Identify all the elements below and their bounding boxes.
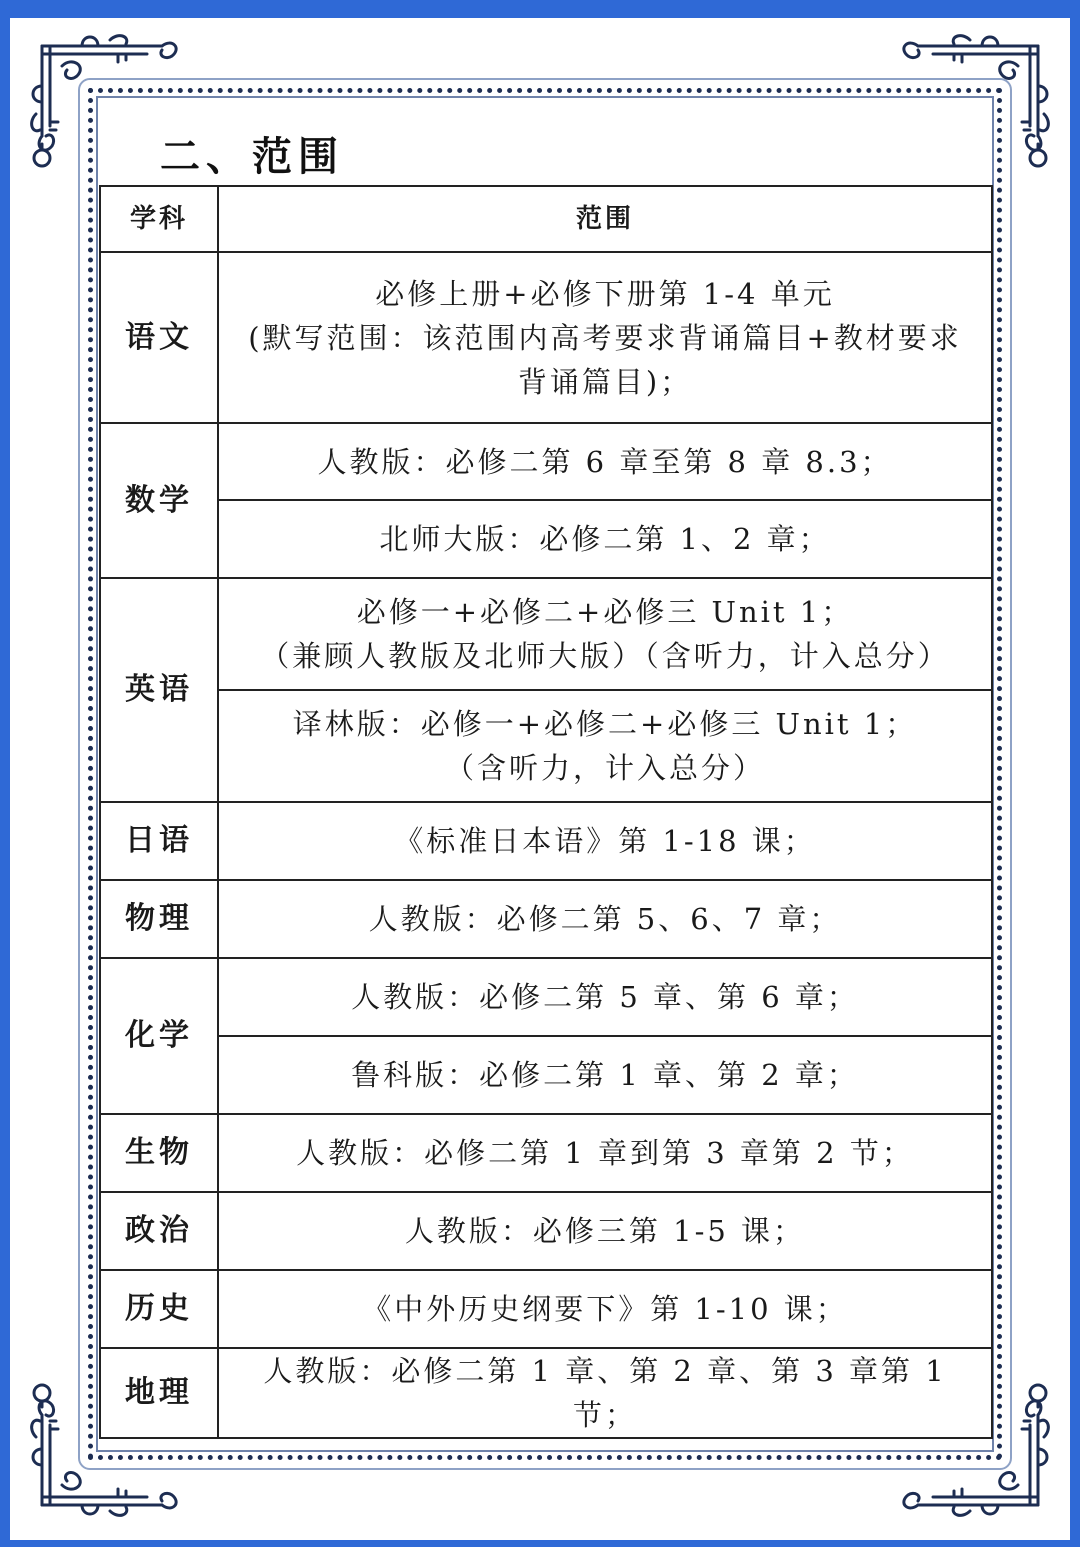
scope-cell: 人教版：必修二第 5 章、第 6 章； — [218, 958, 992, 1036]
scope-cell: 《标准日本语》第 1-18 课； — [218, 802, 992, 880]
header-subject: 学科 — [100, 186, 218, 252]
table-row — [100, 578, 992, 690]
header-scope: 范围 — [218, 186, 992, 252]
table-row — [100, 690, 992, 802]
scope-cell: 鲁科版：必修二第 1 章、第 2 章； — [218, 1036, 992, 1114]
table-row — [100, 880, 992, 958]
table-row — [100, 958, 992, 1036]
scope-cell: 《中外历史纲要下》第 1-10 课； — [218, 1270, 992, 1348]
scope-cell: 人教版：必修二第 6 章至第 8 章 8.3； — [218, 423, 992, 500]
scope-line: 必修一+必修二+必修三 Unit 1； — [356, 595, 854, 629]
table-row — [100, 1270, 992, 1348]
table-header-row — [100, 186, 992, 252]
scope-cell — [218, 578, 992, 690]
section-title: 二、范围 — [160, 133, 344, 180]
scope-line: (默写范围：该范围内高考要求背诵篇目+教材要求 — [248, 320, 962, 355]
scope-line: 背诵篇目)； — [517, 364, 693, 399]
subject-cell: 物理 — [100, 880, 218, 958]
subject-cell: 日语 — [100, 802, 218, 880]
table-row — [100, 1348, 992, 1438]
subject-cell: 化学 — [100, 958, 218, 1114]
scope-cell: 人教版：必修二第 1 章到第 3 章第 2 节； — [218, 1114, 992, 1192]
table-row — [100, 802, 992, 880]
scope-cell: 北师大版：必修二第 1、2 章； — [218, 500, 992, 578]
table-row — [100, 1192, 992, 1270]
table-row — [100, 252, 992, 423]
scope-line: （兼顾人教版及北师大版）（含听力，计入总分） — [260, 639, 950, 673]
subject-cell: 英语 — [100, 578, 218, 802]
subject-cell: 政治 — [100, 1192, 218, 1270]
scope-cell: 人教版：必修三第 1-5 课； — [218, 1192, 992, 1270]
scope-line: 译林版：必修一+必修二+必修三 Unit 1； — [292, 707, 918, 741]
subject-cell: 生物 — [100, 1114, 218, 1192]
table-row — [100, 500, 992, 578]
scope-table — [99, 185, 993, 1439]
scope-cell: 人教版：必修二第 5、6、7 章； — [218, 880, 992, 958]
subject-cell: 数学 — [100, 423, 218, 578]
table-row — [100, 423, 992, 500]
table-row — [100, 1114, 992, 1192]
scope-cell: 人教版：必修二第 1 章、第 2 章、第 3 章第 1 节； — [218, 1348, 992, 1438]
table-row — [100, 1036, 992, 1114]
scope-cell — [218, 252, 992, 423]
scope-line: （含听力，计入总分） — [444, 751, 765, 785]
scope-line: 必修上册+必修下册第 1-4 单元 — [375, 276, 835, 311]
corner-ornament-icon — [898, 26, 1058, 176]
subject-cell: 语文 — [100, 252, 218, 423]
scope-cell — [218, 690, 992, 802]
subject-cell: 地理 — [100, 1348, 218, 1438]
corner-ornament-icon — [22, 26, 182, 176]
subject-cell: 历史 — [100, 1270, 218, 1348]
